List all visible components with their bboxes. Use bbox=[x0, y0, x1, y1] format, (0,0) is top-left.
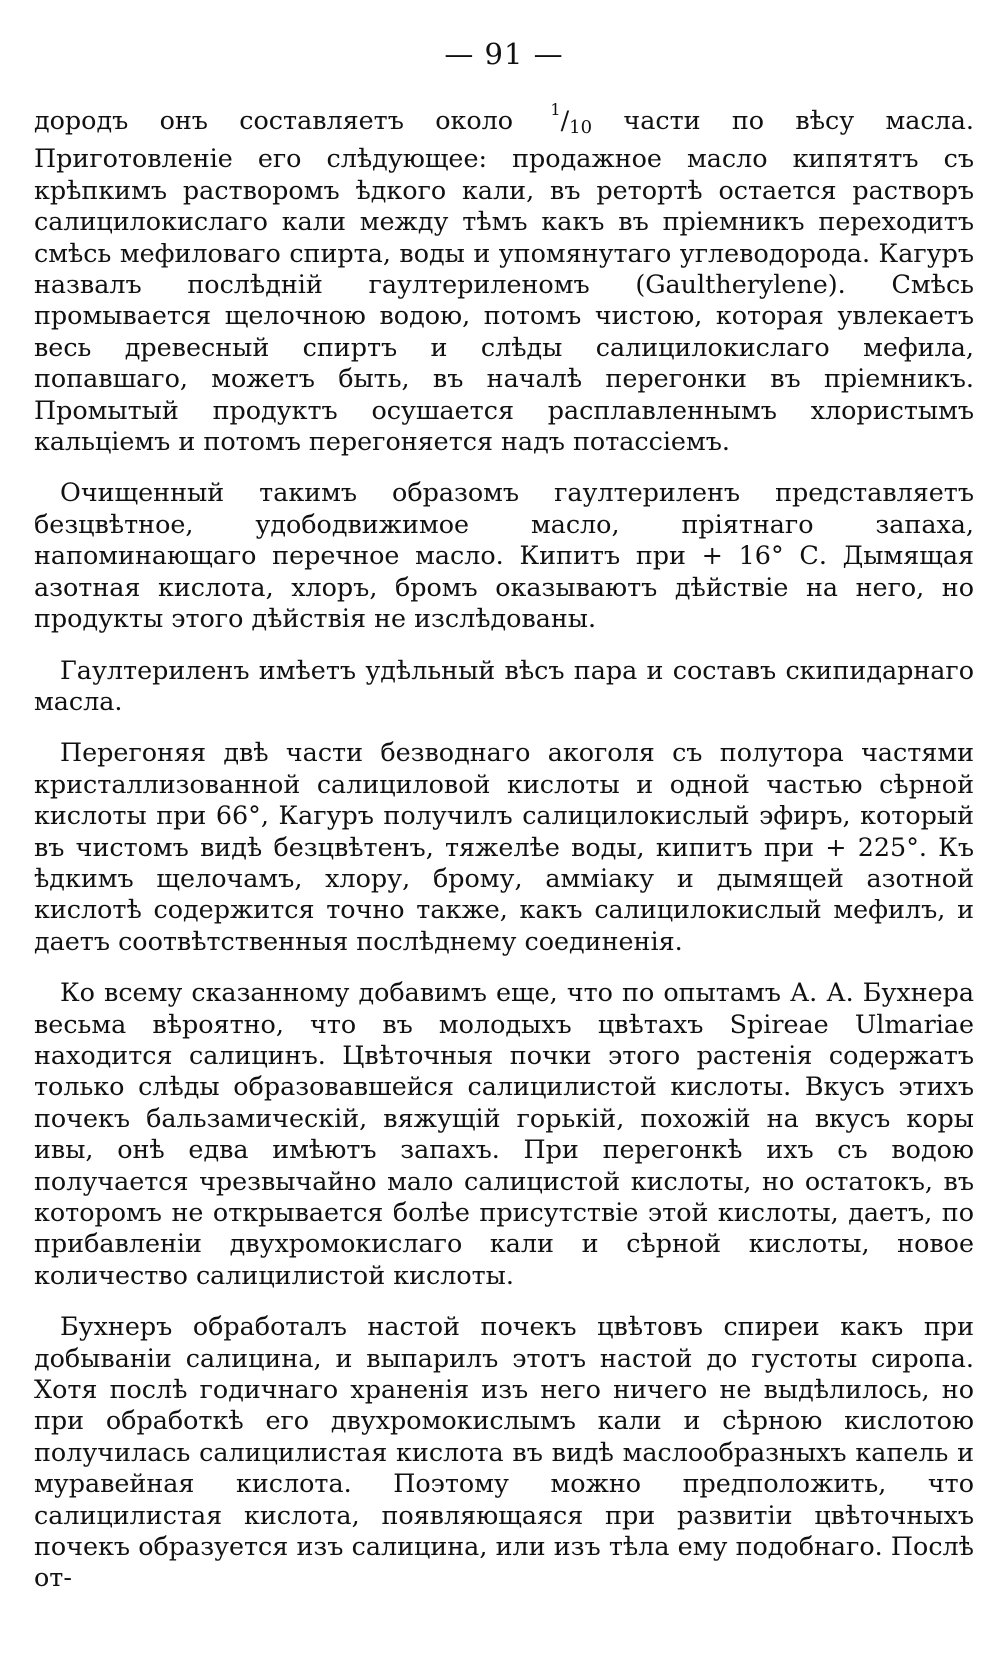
paragraph-1 bbox=[34, 94, 974, 457]
paragraph-4: Перегоняя двѣ части безводнаго акоголя съ полутора частями кристаллизованной салициловой кислоты и одной частью сѣрной кислоты при 66°, Кагуръ получилъ салицилокислый эфиръ, который въ чистомъ видѣ безцвѣтенъ, тяжелѣе воды, кипитъ при + 225°. Къ ѣдкимъ щелочамъ, хлору, брому, аммiаку и дымящей азотной кислотѣ содержится точно также, какъ салицилокислый мефилъ, и даетъ соотвѣтственныя послѣднему соединенія. bbox=[34, 737, 974, 956]
fraction-numerator: 1 bbox=[550, 100, 561, 119]
paragraph-5: Ко всему сказанному добавимъ еще, что по опытамъ А. А. Бухнера весьма вѣроятно, что въ молодыхъ цвѣтахъ Spireae Ulmariae находится салицинъ. Цвѣточныя почки этого растенія содержатъ только слѣды образовавшейся салицилистой кислоты. Вкусъ этихъ почекъ бальзамическій, вяжущій горькій, похожій на вкусъ коры ивы, онѣ едва имѣютъ запахъ. При перегонкѣ ихъ съ водою получается чрезвычайно мало салицистой кислоты, но остатокъ, въ которомъ не открывается болѣе присутствіе этой кислоты, даетъ, по прибавленіи двухромокислаго кали и сѣрной кислоты, новое количество салицилистой кислоты. bbox=[34, 977, 974, 1290]
paragraph-6: Бухнеръ обработалъ настой почекъ цвѣтовъ спиреи какъ при добываніи салицина, и выпарилъ этотъ настой до густоты сиропа. Хотя послѣ годичнаго храненія изъ него ничего не выдѣлилось, но при обработкѣ его двухромокислымъ кали и сѣрною кислотою получилась салицилистая кислота въ видѣ маслообразныхъ капель и муравейная кислота. Поэтому можно предположить, что салицилистая кислота, появляющаяся при развитіи цвѣточныхъ почекъ образуется изъ салицина, или изъ тѣла ему подобнаго. Послѣ от- bbox=[34, 1311, 974, 1593]
paragraph-2: Очищенный такимъ образомъ гаултериленъ представляетъ безцвѣтное, удободвижимое масло, пріятнаго запаха, напоминающаго перечное масло. Кипитъ при + 16° С. Дымящая азотная кислота, хлоръ, бромъ оказываютъ дѣйствіе на него, но продукты этого дѣйствія не изслѣдованы. bbox=[34, 477, 974, 634]
fraction-denominator: 10 bbox=[569, 117, 593, 138]
paragraph-1-text-end: части по вѣсу масла. Приготовленіе его слѣдующее: продажное масло кипятятъ съ крѣпкимъ растворомъ ѣдкого кали, въ ретортѣ остается растворъ салицилокислаго кали между тѣмъ какъ въ пріемникъ переходитъ смѣсь мефиловаго спирта, воды и упомянутаго углеводорода. Кагуръ назвалъ послѣдній гаултериленомъ (Gaultherylene). Смѣсь промывается щелочною водою, потомъ чистою, которая увлекаетъ весь древесный спиртъ и слѣды салицилокислаго мефила, попавшаго, можетъ быть, въ началѣ перегонки въ пріемникъ. Промытый продуктъ осушается расплавленнымъ хлористымъ кальціемъ и потомъ перегоняется надъ потассіемъ. bbox=[34, 105, 974, 457]
paragraph-1-text-start: дородъ онъ составляетъ около bbox=[34, 105, 545, 135]
paragraph-3: Гаултериленъ имѣетъ удѣльный вѣсъ пара и составъ скипидарнаго масла. bbox=[34, 654, 974, 716]
book-page bbox=[34, 34, 974, 1594]
page-number: — 91 — bbox=[444, 37, 564, 71]
fraction-slash: / bbox=[560, 105, 570, 135]
